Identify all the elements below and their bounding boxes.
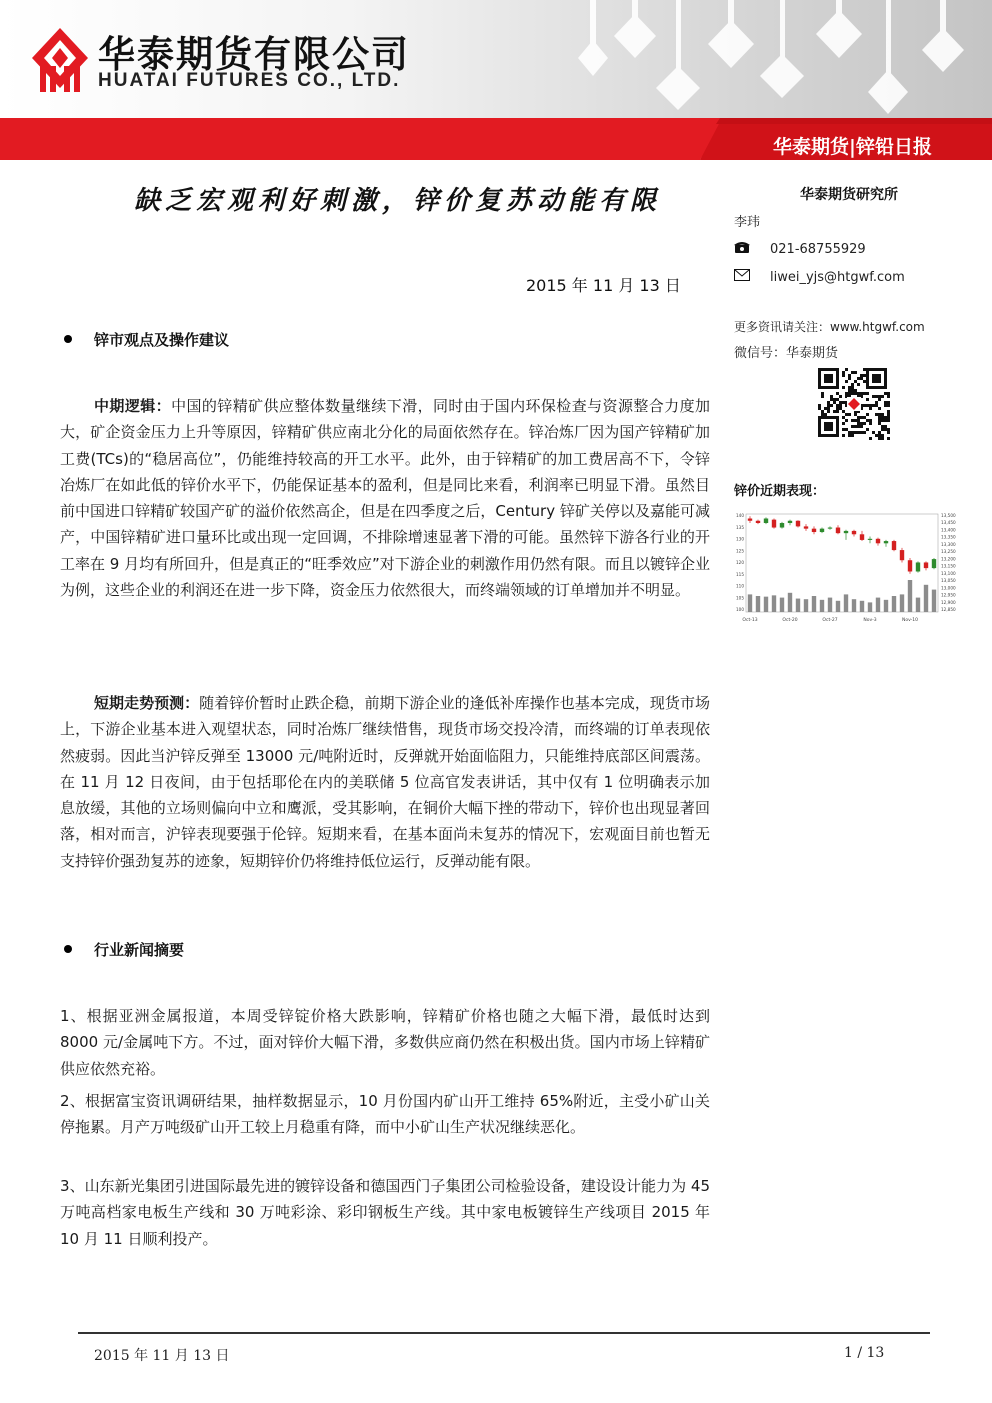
y-right-tick-label: 13,200 <box>941 556 956 562</box>
candle-body <box>748 519 752 521</box>
volume-bar <box>892 596 896 612</box>
candle-body <box>860 534 864 540</box>
paragraph-mid-term <box>60 393 710 603</box>
bullet-icon <box>64 945 72 953</box>
y-right-tick-label: 13,500 <box>941 513 956 518</box>
chart-title: 锌价近期表现： <box>734 484 826 499</box>
section-heading-news <box>64 939 184 960</box>
y-right-tick-label: 13,400 <box>941 527 956 533</box>
document-date: 2015 年 11 月 13 日 <box>526 276 681 295</box>
candle-body <box>932 559 936 568</box>
news-item-1: 1、根据亚洲金属报道，本周受锌锭价格大跌影响，锌精矿价格也随之大幅下滑，最低时达到 8000 元/金属吨下方。不过，面对锌价大幅下滑，多数供应商仍然在积极出货。国内市场上锌精矿供应依然充裕。 <box>60 1007 710 1078</box>
report-tag: 华泰期货|锌铅日报 <box>773 136 932 158</box>
y-left-tick-label: 120 <box>736 560 744 565</box>
x-tick-label: Oct-20 <box>782 618 798 623</box>
candle-body <box>764 519 768 524</box>
y-right-tick-label: 12,850 <box>941 607 956 612</box>
volume-bar <box>900 594 904 612</box>
volume-bar <box>868 602 872 612</box>
volume-bar <box>804 599 808 612</box>
volume-bar <box>828 598 832 612</box>
volume-bar <box>748 594 752 612</box>
candle-body <box>876 539 880 544</box>
y-left-tick-label: 135 <box>736 524 744 530</box>
volume-bar <box>772 595 776 612</box>
candle-body <box>756 521 760 523</box>
footer-divider <box>78 1332 930 1334</box>
y-left-tick-label: 130 <box>736 536 744 542</box>
header-decoration <box>560 0 992 118</box>
section-heading-text: 锌市观点及操作建议 <box>94 331 230 349</box>
volume-bar <box>788 593 792 612</box>
company-name-cn: 华泰期货有限公司 <box>98 33 410 76</box>
volume-bar <box>820 600 824 612</box>
zinc-price-chart <box>732 508 964 628</box>
phone-icon <box>734 241 750 253</box>
y-left-tick-label: 100 <box>736 607 744 612</box>
volume-bar <box>876 598 880 612</box>
y-right-tick-label: 13,050 <box>941 578 956 584</box>
x-tick-label: Nov-3 <box>863 618 877 623</box>
wechat-id: 微信号：华泰期货 <box>734 346 839 361</box>
candle-body <box>828 528 832 529</box>
paragraph-lead: 短期走势预测： <box>94 694 200 712</box>
company-logo-icon <box>30 26 90 94</box>
section-heading-outlook <box>64 329 229 350</box>
section-heading-text: 行业新闻摘要 <box>94 941 185 959</box>
candle-body <box>884 541 888 543</box>
email-row <box>734 269 905 285</box>
candle-body <box>868 539 872 540</box>
y-right-tick-label: 13,000 <box>941 585 956 591</box>
phone-row <box>734 241 866 257</box>
research-institute: 华泰期货研究所 <box>800 187 898 203</box>
phone-number: 021-68755929 <box>770 242 866 257</box>
volume-bar <box>764 597 768 612</box>
candle-body <box>844 531 848 533</box>
candle-body <box>852 531 856 534</box>
page-header <box>0 0 992 160</box>
y-right-tick-label: 13,250 <box>941 549 956 555</box>
y-left-tick-label: 115 <box>736 571 744 577</box>
news-item-2: 2、根据富宝资讯调研结果，抽样数据显示，10 月份国内矿山开工维持 65%附近，主受小矿山关停拖累。月产万吨级矿山开工较上月稳重有降，而中小矿山生产状况继续恶化。 <box>60 1092 710 1137</box>
y-right-tick-label: 13,150 <box>941 563 956 569</box>
candle-body <box>812 529 816 532</box>
news-item-3: 3、山东新光集团引进国际最先进的镀锌设备和德国西门子集团公司检验设备，建设设计能力为 45 万吨高档家电板生产线和 30 万吨彩涂、彩印钢板生产线。其中家电板镀锌生产线项目 2015 年 10 月 11 日顺利投产。 <box>60 1177 710 1248</box>
volume-bar <box>908 580 912 612</box>
volume-bar <box>924 585 928 612</box>
paragraph-text: 中国的锌精矿供应整体数量继续下滑，同时由于国内环保检查与资源整合力度加大，矿企资金压力上升等原因，锌精矿供应南北分化的局面依然存在。锌冶炼厂因为国产锌精矿加工费(TCs)的“稳居高位”，仍能维持较高的开工水平。此外，由于锌精矿的加工费居高不下，令锌冶炼厂在如此低的锌价水平下，仍能保证基本的盈利，但是同比来看，利润率已明显下滑。虽然目前中国进口锌精矿较国产矿的溢价依然高企，但是在四季度之后，Century 锌矿关停以及嘉能可减产，中国锌精矿进口量环比或出现一定回调，不排除增速显著下滑的可能。虽然锌下游各行业的开工率在 9 月均有所回升，但是真正的“旺季效应”对下游企业的刺激作用仍然有限。而且以镀锌企业为例，这些企业的利润还在进一步下降，资金压力依然很大，而终端领域的订单增加并不明显。 <box>60 397 710 600</box>
document-title: 缺乏宏观利好刺激，锌价复苏动能有限 <box>134 186 662 216</box>
y-right-tick-label: 12,950 <box>941 592 956 598</box>
y-right-tick-label: 12,900 <box>941 599 956 605</box>
email-address[interactable]: liwei_yjs@htgwf.com <box>770 270 905 285</box>
volume-bar <box>916 598 920 612</box>
volume-bar <box>844 594 848 612</box>
volume-bar <box>860 601 864 612</box>
page-number: 1 / 13 <box>844 1345 885 1361</box>
volume-bar <box>812 596 816 612</box>
x-tick-label: Oct-13 <box>742 618 758 623</box>
volume-bar <box>852 599 856 612</box>
volume-bar <box>780 598 784 612</box>
paragraph-short-term <box>60 690 710 874</box>
candle-body <box>804 526 808 528</box>
candle-body <box>908 560 912 571</box>
volume-bar <box>796 599 800 612</box>
candle-body <box>788 521 792 523</box>
analyst-name: 李玮 <box>734 215 761 230</box>
volume-bar <box>884 600 888 612</box>
candle-body <box>836 528 840 534</box>
candle-body <box>900 550 904 560</box>
paragraph-lead: 中期逻辑： <box>94 397 172 415</box>
volume-bar <box>932 590 936 612</box>
y-right-tick-label: 13,350 <box>941 534 956 540</box>
qr-code-icon <box>818 368 890 440</box>
y-right-tick-label: 13,450 <box>941 520 956 526</box>
paragraph-text: 随着锌价暂时止跌企稳，前期下游企业的逢低补库操作也基本完成，现货市场上，下游企业基本进入观望状态，同时冶炼厂继续惜售，现货市场交投冷清，而终端的订单表现依然疲弱。因此当沪锌反弹至 13000 元/吨附近时，反弹就开始面临阻力，只能维持底部区间震荡。在 11 月 12 日夜间，由于包括耶伦在内的美联储 5 位高官发表讲话，其中仅有 1 位明确表示加息放缓，其他的立场则偏向中立和鹰派，受其影响，在铜价大幅下挫的带动下，锌价也出现显著回落，相对而言，沪锌表现要强于伦锌。短期来看，在基本面尚未复苏的情况下，宏观面目前也暂无支持锌价强劲复苏的迹象，短期锌价仍将维持低位运行，反弹动能有限。 <box>60 694 710 870</box>
candle-body <box>780 523 784 528</box>
y-right-tick-label: 13,300 <box>941 541 956 547</box>
candle-body <box>772 520 776 528</box>
candle-body <box>924 562 928 568</box>
follow-website: 更多资讯请关注：www.htgwf.com <box>734 320 925 334</box>
x-tick-label: Nov-10 <box>901 618 919 623</box>
y-left-tick-label: 110 <box>736 583 744 589</box>
volume-bar <box>756 596 760 612</box>
footer-date: 2015 年 11 月 13 日 <box>94 1348 230 1364</box>
y-right-tick-label: 13,100 <box>941 570 956 576</box>
envelope-icon <box>734 269 750 281</box>
y-left-tick-label: 125 <box>736 548 744 554</box>
y-left-tick-label: 140 <box>736 513 744 518</box>
y-left-tick-label: 105 <box>736 595 744 601</box>
candle-body <box>796 521 800 527</box>
bullet-icon <box>64 335 72 343</box>
candle-body <box>820 529 824 532</box>
volume-bar <box>836 601 840 612</box>
company-name-en: HUATAI FUTURES CO., LTD. <box>98 70 401 91</box>
candle-body <box>916 562 920 571</box>
candle-body <box>892 541 896 550</box>
x-tick-label: Oct-27 <box>822 618 838 623</box>
